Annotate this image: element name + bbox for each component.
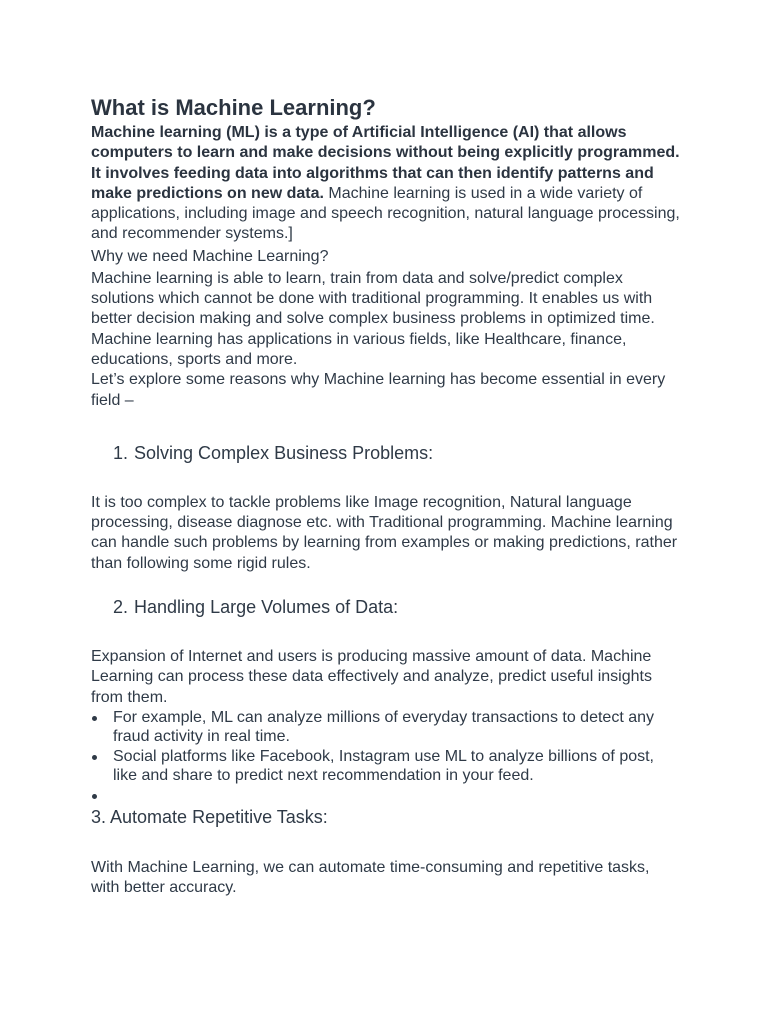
section-3-heading: 3. Automate Repetitive Tasks: (91, 806, 328, 827)
section-2-bullet-list (91, 708, 681, 805)
section-1-body: It is too complex to tackle problems like Image recognition, Natural language processing, disease diagnose etc. with Traditional programming. Machine learning can handle such problems by learning from examples or making predictions, rather than following some rigid rules. (91, 493, 678, 572)
section-3-body: With Machine Learning, we can automate time-consuming and repetitive tasks, with better accuracy. (91, 858, 650, 897)
section-2-heading (113, 596, 681, 618)
section-2-body: Expansion of Internet and users is producing massive amount of data. Machine Learning can process these data effectively and analyze, predict useful insights from them. (91, 648, 652, 706)
intro-bold-text: Machine learning (ML) is a type of Artificial Intelligence (AI) that allows computers to learn and make decisions without being explicitly programmed. It involves feeding data into algorithms that can then identify patterns and make predictions on new data. (91, 124, 680, 202)
section-1-title: Solving Complex Business Problems: (134, 442, 434, 463)
document-page (91, 94, 681, 899)
empty-list-item (91, 786, 681, 805)
intro-normal-text: Machine learning is used in a wide variety of applications, including image and speech recognition, natural language processing, and recommender systems.] (91, 184, 680, 243)
why-heading: Why we need Machine Learning? (91, 247, 329, 265)
why-body: Machine learning is able to learn, train from data and solve/predict complex solutions which cannot be done with traditional programming. It enables us with better decision making and solve complex business problems in optimized time. Machine learning has applications in various fields, like Healthcare, finance, educations, sports and more. (91, 269, 655, 368)
intro-paragraph (91, 123, 681, 245)
section-2-number: 2. (113, 597, 129, 618)
reasons-intro: Let’s explore some reasons why Machine learning has become essential in every field – (91, 371, 666, 409)
page-title: What is Machine Learning? (91, 95, 376, 120)
list-item: For example, ML can analyze millions of everyday transactions to detect any fraud activity in real time. (91, 708, 681, 746)
list-item: Social platforms like Facebook, Instagram use ML to analyze billions of post, like and share to predict next recommendation in your feed. (91, 747, 681, 785)
section-1-number: 1. (113, 442, 129, 463)
section-1-heading (113, 442, 681, 464)
section-2-title: Handling Large Volumes of Data: (134, 597, 399, 618)
